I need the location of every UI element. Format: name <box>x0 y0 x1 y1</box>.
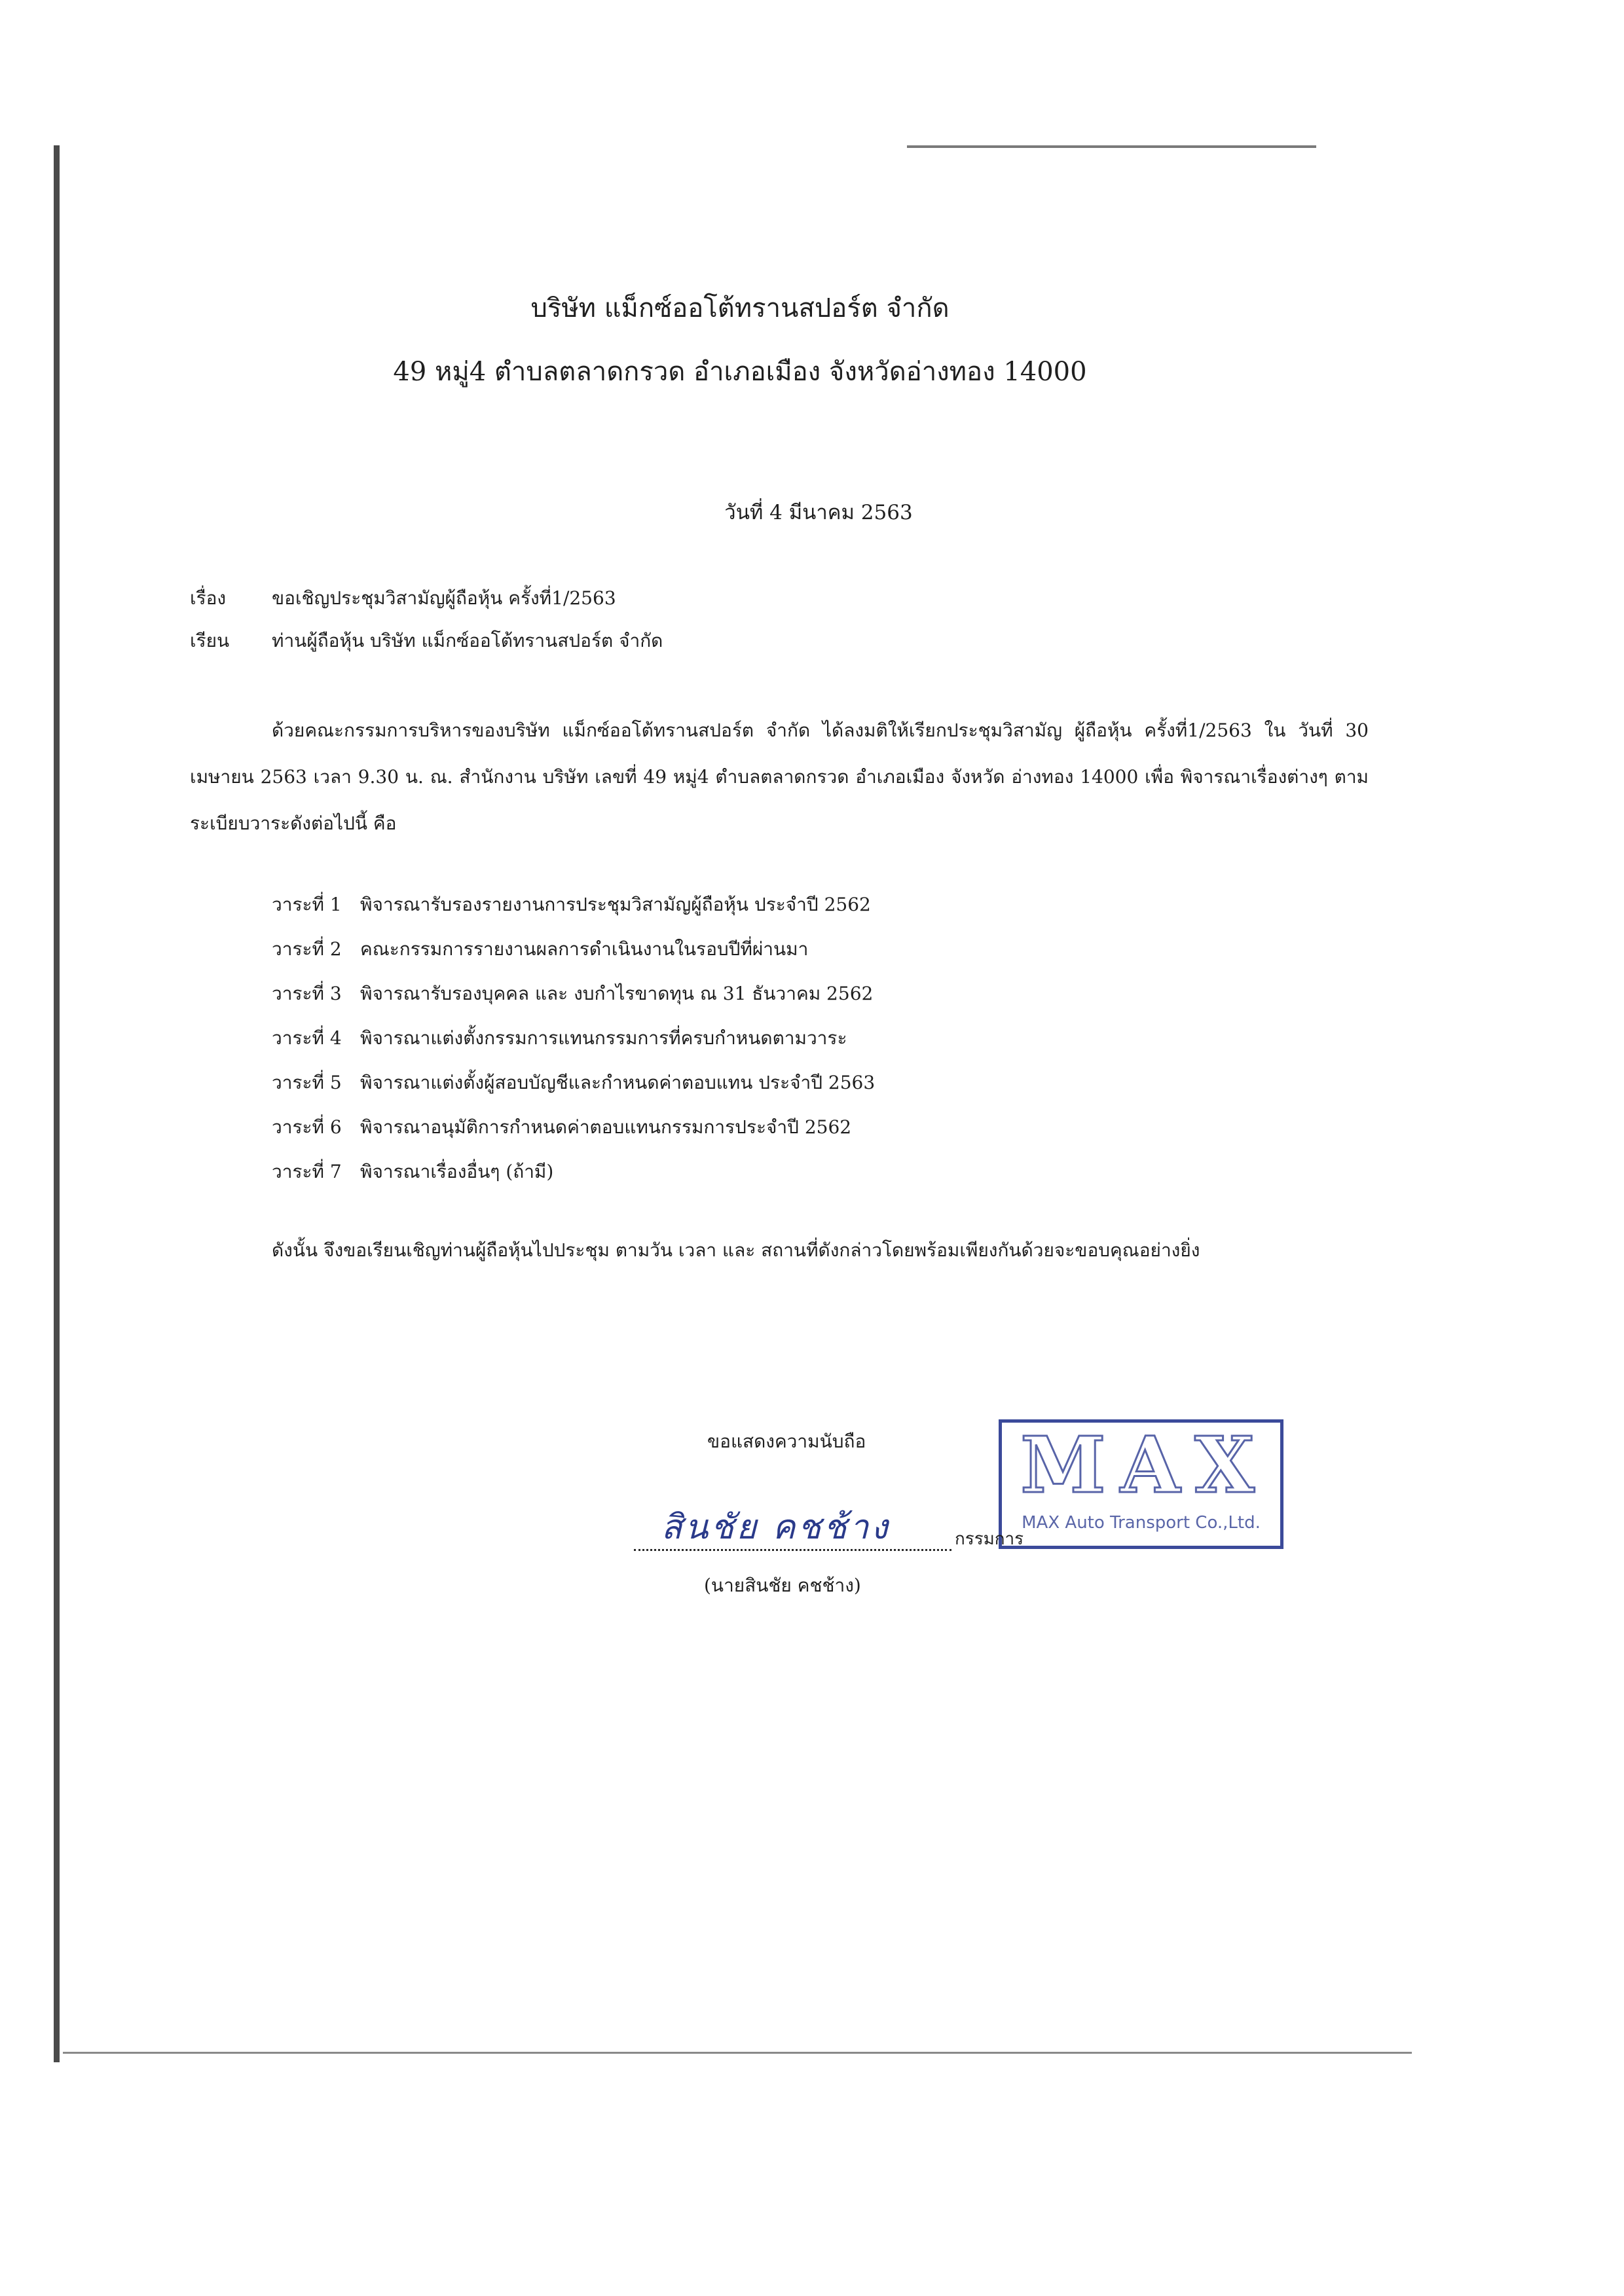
agenda-number: วาระที่ 5 <box>272 1072 342 1093</box>
company-stamp <box>999 1419 1283 1549</box>
subject-label: เรื่อง <box>190 587 227 609</box>
signatory-role: กรรมการ <box>955 1529 1024 1549</box>
stamp-logo: MAX <box>1020 1419 1269 1510</box>
signatory-name: (นายสินชัย คชช้าง) <box>704 1575 861 1596</box>
company-address: 49 หมู่4 ตำบลตลาดกรวด อำเภอเมือง จังหวัดอ่างทอง 14000 <box>393 357 1087 387</box>
agenda-text: พิจารณาอนุมัติการกำหนดค่าตอบแทนกรรมการประจำปี 2562 <box>360 1116 852 1138</box>
addressee-text: ท่านผู้ถือหุ้น บริษัท แม็กซ์ออโต้ทรานสปอร์ต จำกัด <box>272 630 663 651</box>
agenda-text: คณะกรรมการรายงานผลการดำเนินงานในรอบปีที่ผ่านมา <box>360 938 809 960</box>
scan-edge-left <box>54 145 60 2062</box>
body-paragraph: ด้วยคณะกรรมการบริหารของบริษัท แม็กซ์ออโต้ทรานสปอร์ต จำกัด ได้ลงมติให้เรียกประชุมวิสามัญ ผู้ถือหุ้น ครั้งที่1/2563 ใน วันที่ 30 เมษายน 2563 เวลา 9.30 น. ณ. สำนักงาน บริษัท เลขที่ 49 หมู่4 ตำบลตลาดกรวด อำเภอเมือง จังหวัด อ่างทอง 14000 เพื่อ พิจารณาเรื่องต่างๆ ตามระเบียบวาระดังต่อไปนี้ คือ <box>190 720 1369 834</box>
regards-line: ขอแสดงความนับถือ <box>707 1430 866 1452</box>
agenda-number: วาระที่ 7 <box>272 1161 342 1182</box>
subject-text: ขอเชิญประชุมวิสามัญผู้ถือหุ้น ครั้งที่1/2563 <box>272 587 616 609</box>
handwritten-signature: สินชัย คชช้าง <box>661 1508 891 1547</box>
agenda-text: พิจารณารับรองรายงานการประชุมวิสามัญผู้ถือหุ้น ประจำปี 2562 <box>360 894 871 915</box>
agenda-text: พิจารณาเรื่องอื่นๆ (ถ้ามี) <box>360 1161 554 1182</box>
agenda-text: พิจารณารับรองบุคคล และ งบกำไรขาดทุน ณ 31 ธันวาคม 2562 <box>360 983 874 1004</box>
agenda-number: วาระที่ 1 <box>272 894 342 915</box>
letter-date: วันที่ 4 มีนาคม 2563 <box>724 501 913 524</box>
agenda-item <box>272 979 1385 1024</box>
agenda-text: พิจารณาแต่งตั้งผู้สอบบัญชีและกำหนดค่าตอบแทน ประจำปี 2563 <box>360 1072 876 1093</box>
stamp-subtext: MAX Auto Transport Co.,Ltd. <box>1022 1513 1261 1533</box>
closing-paragraph: ดังนั้น จึงขอเรียนเชิญท่านผู้ถือหุ้นไปประชุม ตามวัน เวลา และ สถานที่ดังกล่าวโดยพร้อมเพียงกันด้วยจะขอบคุณอย่างยิ่ง <box>272 1239 1200 1261</box>
agenda-item <box>272 1068 1385 1113</box>
signature-line <box>634 1549 951 1551</box>
agenda-item <box>272 1024 1385 1068</box>
agenda-item <box>272 1113 1385 1157</box>
agenda-list <box>272 890 1385 1202</box>
addressee-label: เรียน <box>190 630 230 651</box>
agenda-number: วาระที่ 2 <box>272 938 342 960</box>
agenda-item <box>272 890 1385 935</box>
agenda-number: วาระที่ 4 <box>272 1027 342 1049</box>
agenda-text: พิจารณาแต่งตั้งกรรมการแทนกรรมการที่ครบกำหนดตามวาระ <box>360 1027 847 1049</box>
agenda-number: วาระที่ 6 <box>272 1116 342 1138</box>
scan-edge-top <box>907 145 1316 148</box>
agenda-number: วาระที่ 3 <box>272 983 342 1004</box>
agenda-item <box>272 935 1385 979</box>
company-name: บริษัท แม็กซ์ออโต้ทรานสปอร์ต จำกัด <box>530 293 950 323</box>
agenda-item <box>272 1157 1385 1202</box>
scan-edge-bottom <box>63 2052 1412 2054</box>
